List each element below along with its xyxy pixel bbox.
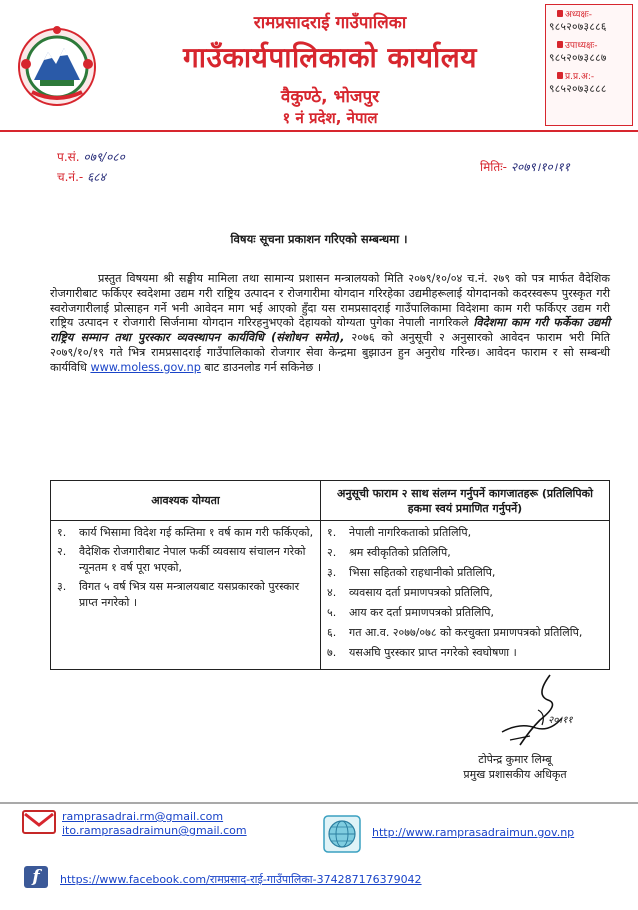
list-item: ३. विगत ५ वर्ष भित्र यस मन्त्रालयबाट यसप्रकारको पुरस्कार प्राप्त नगरेको । bbox=[57, 580, 300, 609]
email-list bbox=[62, 810, 247, 838]
contact-label: उपाध्यक्षः- bbox=[549, 38, 629, 51]
province-line: १ नं प्रदेश, नेपाल bbox=[282, 109, 378, 127]
dispatch-number: च.नं.- ६८४ bbox=[57, 170, 106, 184]
website-link[interactable]: http://www.ramprasadraimun.gov.np bbox=[372, 826, 575, 839]
documents-header: अनुसूची फाराम २ साथ संलग्न गर्नुपर्ने कागजातहरू (प्रतिलिपिको हकमा स्वयं प्रमाणित गर्नुपर्ने) bbox=[321, 481, 610, 521]
email-link[interactable]: ito.ramprasadraimun@gmail.com bbox=[62, 824, 247, 837]
list-item: २. वैदेशिक रोजगारीबाट नेपाल फर्की व्यवसाय संचालन गरेको न्यूनतम १ वर्ष पूरा भएको, bbox=[57, 545, 306, 574]
qualification-list bbox=[51, 521, 321, 670]
nepal-emblem-icon bbox=[14, 22, 100, 108]
fiscal-year-ref: प.सं. ०७९/०८० bbox=[57, 150, 125, 164]
documents-list bbox=[321, 521, 610, 670]
subject-line: विषयः सूचना प्रकाशन गरिएको सम्बन्धमा । bbox=[230, 232, 408, 246]
facebook-icon: f bbox=[24, 866, 48, 888]
signature-scribble bbox=[490, 670, 600, 755]
list-item: २. श्रम स्वीकृतिको प्रतिलिपि, bbox=[327, 546, 451, 559]
moless-link[interactable]: www.moless.gov.np bbox=[90, 360, 201, 374]
phone-icon bbox=[557, 72, 563, 79]
signatory-name: टोपेन्द्र कुमार लिम्बू bbox=[478, 753, 552, 766]
list-item: ४. व्यवसाय दर्ता प्रमाणपत्रको प्रतिलिपि, bbox=[327, 586, 493, 599]
header-divider bbox=[0, 130, 638, 132]
list-item: ७. यसअघि पुरस्कार प्राप्त नगरेको स्वघोषणा । bbox=[327, 646, 517, 659]
requirements-table bbox=[50, 480, 610, 670]
phone-icon bbox=[557, 10, 563, 17]
globe-www-icon bbox=[322, 814, 362, 854]
contact-number: ९८५२०७३८८७ bbox=[549, 52, 607, 64]
signature-date: २०।११ bbox=[548, 715, 573, 726]
signatory-title: प्रमुख प्रशासकीय अधिकृत bbox=[463, 768, 567, 781]
letter-date: मितिः- २०७९।१०।११ bbox=[480, 160, 570, 174]
phone-icon bbox=[557, 41, 563, 48]
contact-numbers-box bbox=[545, 4, 633, 126]
email-link[interactable]: ramprasadrai.rm@gmail.com bbox=[62, 810, 224, 823]
list-item: १. कार्य भिसामा विदेश गई कम्तिमा १ वर्ष काम गरी फर्किएको, bbox=[57, 526, 314, 539]
office-location: वैकुण्ठे, भोजपुर bbox=[280, 87, 380, 107]
footer-divider bbox=[0, 802, 638, 804]
list-item: ३. भिसा सहितको राहधानीको प्रतिलिपि, bbox=[327, 566, 496, 579]
contact-label: अध्यक्षः- bbox=[549, 7, 629, 20]
contact-number: ९८५२०७३८८८ bbox=[549, 83, 607, 95]
signatory bbox=[430, 752, 600, 782]
list-item: ६. गत आ.व. २०७७/०७८ को करचुक्ता प्रमाणपत्रको प्रतिलिपि, bbox=[327, 626, 583, 639]
office-title: गाउँकार्यपालिकाको कार्यालय bbox=[183, 41, 477, 74]
qualification-header: आवश्यक योग्यता bbox=[51, 481, 321, 521]
contact-label: प्र.प्र.अ:- bbox=[549, 69, 629, 82]
contact-number: ९८५२०७३८८६ bbox=[549, 21, 607, 33]
procedure-emphasis: विदेशमा काम गरी फर्केका उद्यमी राष्ट्रिय सम्मान तथा पुरस्कार व्यवस्थापन कार्यविधि (संशोधन समेत), bbox=[50, 316, 610, 345]
gmail-icon bbox=[22, 810, 56, 834]
facebook-link[interactable]: https://www.facebook.com/रामप्रसाद-राई-गाउँपालिका-374287176379042 bbox=[60, 873, 422, 886]
notice-body: प्रस्तुत विषयमा श्री सङ्घीय मामिला तथा सामान्य प्रशासन मन्त्रालयको मिति २०७९/१०/०४ च.नं. २७९ को पत्र मार्फत वैदेशिक रोजगारीबाट फर्किएर स्वदेशमा उद्यम गरी राष्ट्रिय उत्पादन र रोजगारीमा योगदान गरिरहेका उद्यमीहरूलाई योगदानको कदरस्वरूप पुरस्कृत गरी स्वरोजगारीलाई प्रोत्साहन गर्ने भनी आवेदन माग भई आएको हुँदा यस रामप्रसादराई गाउँपालिकामा विदेशमा काम गरी फर्किएर उद्यम गरी राष्ट्रिय उत्पादन र रोजगारी सिर्जनामा योगदान गरिरहनुभएको देहायको योग्यता पुगेका नेपाली नागरिकले विदेशमा काम गरी फर्केका उद्यमी राष्ट्रिय सम्मान तथा पुरस्कार व्यवस्थापन कार्यविधि (संशोधन समेत), २०७६ को अनुसूची २ अनुसारको आवेदन फाराम भरी मिति २०७९/१०/१९ गते भित्र रामप्रसादराई गाउँपालिकाको रोजगार सेवा केन्द्रमा बुझाउन हुन अनुरोध गरिन्छ। आवेदन फाराम र सो सम्बन्धी कार्यविधि www.moless.gov.np बाट डाउनलोड गर्न सकिनेछ । bbox=[50, 272, 610, 374]
list-item: ५. आय कर दर्ता प्रमाणपत्रको प्रतिलिपि, bbox=[327, 606, 495, 619]
municipality-name: रामप्रसादराई गाउँपालिका bbox=[253, 13, 407, 33]
list-item: १. नेपाली नागरिकताको प्रतिलिपि, bbox=[327, 526, 472, 539]
